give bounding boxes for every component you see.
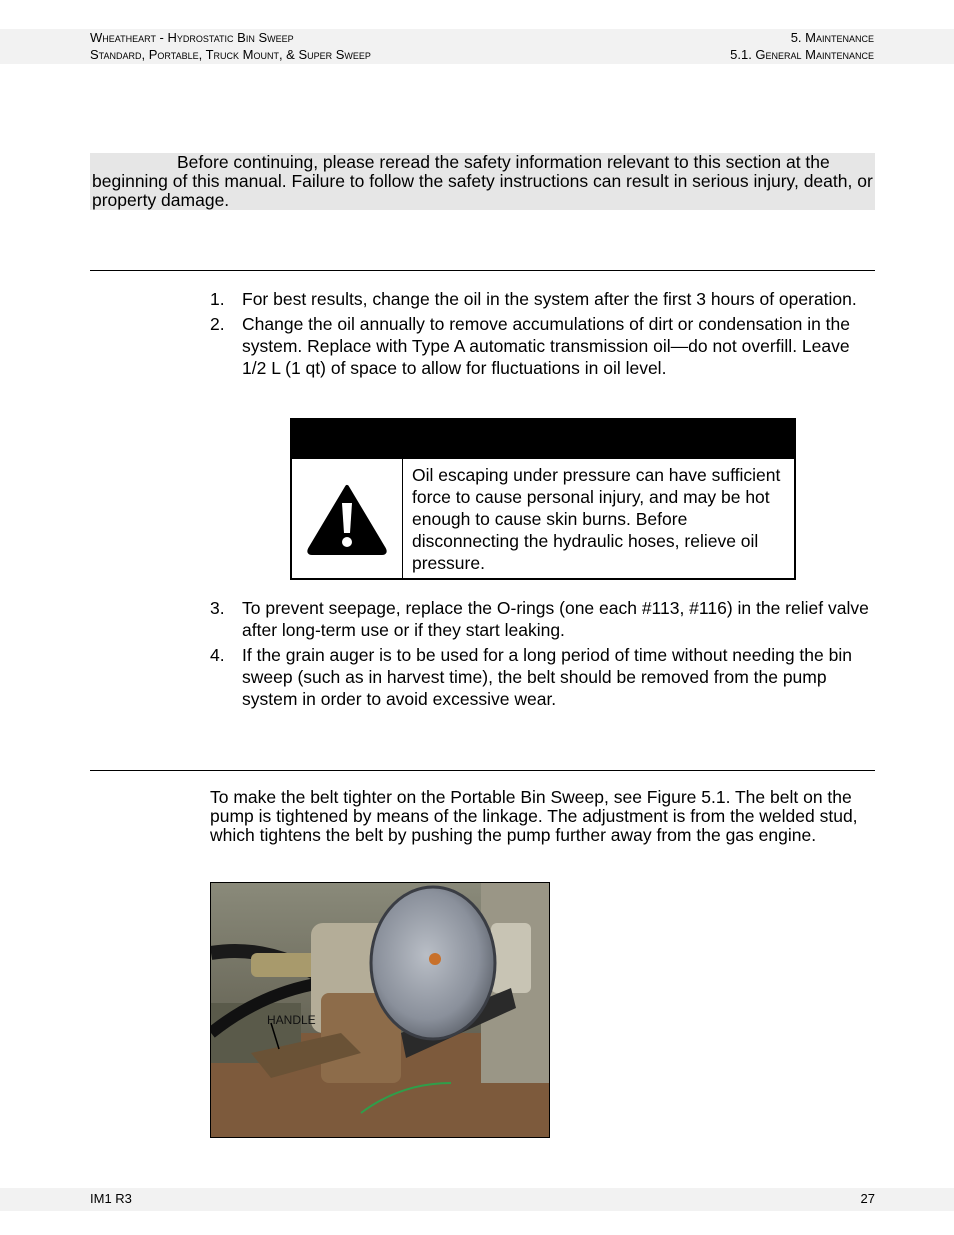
warning-icon-cell — [292, 459, 403, 578]
step-text: Change the oil annually to remove accumulations of dirt or condensation in the system. Replace with Type A automatic transmission oil—do not overfill. Leave 1/2 L (1 qt) of space to allow for fluctuations in oil level. — [242, 314, 851, 378]
warning-text: Oil escaping under pressure can have sufficient force to cause personal injury, and may be hot enough to cause skin burns. Before disconnecting the hydraulic hoses, relieve oil pressure. — [412, 465, 781, 573]
warning-triangle-icon — [306, 483, 388, 555]
pump-photo-illustration — [211, 883, 549, 1137]
figure-photo-belt-pump — [210, 882, 550, 1138]
belt-tightening-paragraph: To make the belt tighter on the Portable Bin Sweep, see Figure 5.1. The belt on the pump is tightened by means of the linkage. The adjustment is from the welded stud, which tightens the belt by pushing the pump further away from the gas engine. — [210, 787, 858, 845]
step-number: 3. — [210, 598, 225, 618]
page-header — [0, 29, 954, 64]
header-title: Wheatheart - Hydrostatic Bin Sweep — [90, 30, 294, 45]
section-divider — [90, 270, 875, 271]
header-section: 5.1. General Maintenance — [730, 47, 874, 62]
warning-header-bar — [292, 420, 794, 459]
warning-box — [290, 418, 796, 580]
list-item — [210, 644, 876, 710]
step-text: To prevent seepage, replace the O-rings (one each #113, #116) in the relief valve after long-term use or if they start leaking. — [242, 598, 869, 640]
figure-callout-handle: HANDLE — [267, 1013, 316, 1027]
list-item — [210, 597, 876, 641]
step-number: 4. — [210, 645, 225, 665]
section-divider — [90, 770, 875, 771]
safety-notice — [90, 153, 875, 210]
step-text: If the grain auger is to be used for a long period of time without needing the bin sweep (such as in harvest time), the belt should be removed from the pump system in order to avoid excessive wear. — [242, 645, 852, 709]
footer-page-number: 27 — [860, 1191, 875, 1206]
page-footer — [0, 1188, 954, 1211]
step-number: 2. — [210, 314, 225, 334]
header-subtitle: Standard, Portable, Truck Mount, & Super Sweep — [90, 47, 371, 62]
step-number: 1. — [210, 289, 225, 309]
step-text: For best results, change the oil in the system after the first 3 hours of operation. — [242, 289, 857, 309]
footer-doc-id: IM1 R3 — [90, 1191, 132, 1206]
maintenance-steps-part-1 — [210, 288, 876, 382]
header-chapter: 5. Maintenance — [790, 30, 874, 45]
list-item — [210, 288, 876, 310]
list-item — [210, 313, 876, 379]
safety-notice-text: Before continuing, please reread the safety information relevant to this section at the beginning of this manual. Failure to follow the safety instructions can result in serious injury, death, or property damage. — [92, 152, 873, 210]
maintenance-steps-part-2 — [210, 597, 876, 713]
